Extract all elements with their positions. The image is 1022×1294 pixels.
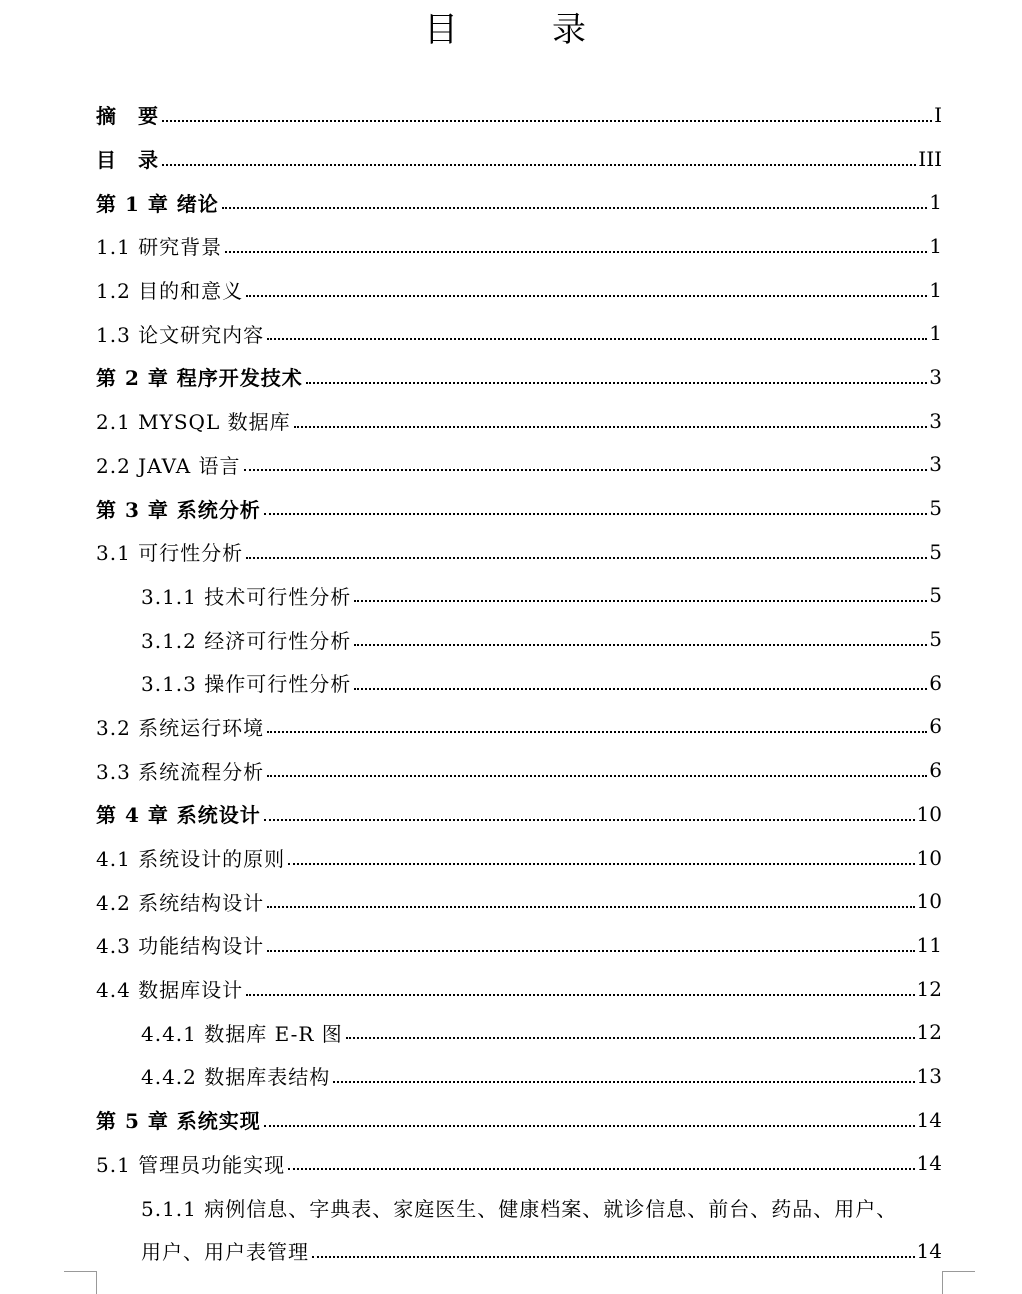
- toc-entry[interactable]: [0, 879, 942, 923]
- toc-entry[interactable]: [0, 486, 942, 530]
- toc-entry-page: 10: [916, 801, 942, 826]
- toc-entry[interactable]: [0, 1010, 942, 1054]
- toc-entry-label: 3.1.2 经济可行性分析: [141, 628, 352, 653]
- toc-dot-leader: [354, 688, 927, 690]
- toc-entry[interactable]: [0, 137, 942, 181]
- toc-entry-page: 12: [916, 1020, 942, 1045]
- toc-entry-page: I: [934, 102, 942, 127]
- toc-entry-page: 14: [916, 1151, 942, 1176]
- toc-dot-leader: [346, 1037, 915, 1039]
- toc-dot-leader: [333, 1081, 914, 1083]
- toc-entry-wrapped-line1[interactable]: [0, 1185, 942, 1229]
- toc-entry-label: 5.1 管理员功能实现: [96, 1152, 286, 1177]
- toc-dot-leader: [267, 338, 927, 340]
- toc-dot-leader: [288, 863, 914, 865]
- toc-dot-leader: [267, 731, 927, 733]
- toc-dot-leader: [246, 994, 914, 996]
- toc-entry-page: 14: [916, 1238, 942, 1263]
- toc-entry[interactable]: [0, 1142, 942, 1186]
- toc-entry[interactable]: [0, 748, 942, 792]
- toc-entry[interactable]: [0, 836, 942, 880]
- toc-entry-page: 3: [929, 452, 942, 477]
- toc-entry[interactable]: [0, 792, 942, 836]
- toc-dot-leader: [294, 426, 928, 428]
- toc-entry-page: 12: [916, 976, 942, 1001]
- toc-dot-leader: [162, 120, 932, 122]
- toc-entry-wrapped-line2[interactable]: [0, 1229, 942, 1273]
- toc-entry[interactable]: [0, 399, 942, 443]
- toc-entry-page: 1: [929, 190, 942, 215]
- toc-dot-leader: [225, 251, 927, 253]
- toc-entry-label: 3.1 可行性分析: [96, 541, 244, 566]
- toc-entry[interactable]: [0, 1098, 942, 1142]
- toc-entry-label: 目 录: [96, 148, 159, 173]
- page-corner-mark-left: [64, 1271, 97, 1294]
- toc-dot-leader: [264, 513, 927, 515]
- toc-entry[interactable]: [0, 967, 942, 1011]
- toc-entry-label: 第 4 章 系统设计: [96, 803, 261, 828]
- toc-entry-label: 2.2 JAVA 语言: [96, 453, 241, 478]
- toc-entry[interactable]: [0, 661, 942, 705]
- toc-entry-label: 4.4.2 数据库表结构: [141, 1065, 331, 1090]
- toc-entry-label: 1.1 研究背景: [96, 235, 223, 260]
- toc-entry[interactable]: [0, 923, 942, 967]
- toc-entry-page: 3: [929, 364, 942, 389]
- toc-entry-page: 13: [916, 1063, 942, 1088]
- toc-entry-page: 1: [929, 233, 942, 258]
- toc-dot-leader: [306, 382, 927, 384]
- toc-dot-leader: [312, 1256, 915, 1258]
- toc-dot-leader: [288, 1168, 914, 1170]
- toc-entry-page: 5: [929, 496, 942, 521]
- toc-entry-label: 3.1.3 操作可行性分析: [141, 672, 352, 697]
- toc-dot-leader: [244, 469, 928, 471]
- toc-entry-label: 用户、用户表管理: [141, 1240, 309, 1265]
- toc-entry-label: 5.1.1 病例信息、字典表、家庭医生、健康档案、就诊信息、前台、药品、用户、: [141, 1196, 898, 1221]
- toc-entry[interactable]: [0, 530, 942, 574]
- toc-entry-label: 第 3 章 系统分析: [96, 497, 261, 522]
- toc-dot-leader: [162, 164, 916, 166]
- toc-dot-leader: [246, 557, 927, 559]
- toc-dot-leader: [246, 295, 927, 297]
- toc-dot-leader: [264, 1125, 915, 1127]
- toc-entry[interactable]: [0, 574, 942, 618]
- toc-dot-leader: [264, 819, 915, 821]
- toc-entry[interactable]: [0, 705, 942, 749]
- toc-entry-label: 1.2 目的和意义: [96, 279, 244, 304]
- toc-entry[interactable]: [0, 224, 942, 268]
- toc-entry-label: 4.1 系统设计的原则: [96, 847, 286, 872]
- toc-entry-label: 1.3 论文研究内容: [96, 322, 265, 347]
- toc-entry-page: 10: [916, 845, 942, 870]
- toc-entry-page: 6: [929, 714, 942, 739]
- toc-dot-leader: [267, 950, 914, 952]
- toc-entry-label: 4.2 系统结构设计: [96, 890, 265, 915]
- toc-entry-label: 2.1 MYSQL 数据库: [96, 410, 291, 435]
- table-of-contents: [0, 93, 1022, 1273]
- toc-dot-leader: [354, 600, 927, 602]
- toc-entry-label: 摘 要: [96, 104, 159, 129]
- toc-dot-leader: [222, 207, 927, 209]
- toc-dot-leader: [354, 644, 927, 646]
- toc-entry-page: 14: [916, 1107, 942, 1132]
- toc-entry[interactable]: [0, 355, 942, 399]
- toc-dot-leader: [267, 775, 927, 777]
- page-title: 目 录: [424, 10, 616, 50]
- toc-entry-page: 3: [929, 408, 942, 433]
- toc-dot-leader: [267, 906, 914, 908]
- toc-entry-page: 10: [916, 889, 942, 914]
- toc-entry-label: 4.3 功能结构设计: [96, 934, 265, 959]
- toc-entry-page: 1: [929, 277, 942, 302]
- toc-entry[interactable]: [0, 93, 942, 137]
- toc-entry-label: 3.2 系统运行环境: [96, 715, 265, 740]
- toc-entry-label: 4.4.1 数据库 E-R 图: [141, 1021, 343, 1046]
- toc-entry-label: 4.4 数据库设计: [96, 978, 244, 1003]
- toc-entry-page: 6: [929, 670, 942, 695]
- toc-entry-label: 第 5 章 系统实现: [96, 1109, 261, 1134]
- toc-entry-page: 1: [929, 321, 942, 346]
- toc-entry-label: 第 1 章 绪论: [96, 191, 219, 216]
- toc-entry-page: III: [918, 146, 942, 171]
- toc-entry[interactable]: [0, 443, 942, 487]
- toc-entry-page: 11: [916, 932, 942, 957]
- toc-entry-page: 5: [929, 539, 942, 564]
- toc-entry-label: 3.1.1 技术可行性分析: [141, 584, 352, 609]
- toc-entry-label: 3.3 系统流程分析: [96, 759, 265, 784]
- toc-entry[interactable]: [0, 311, 942, 355]
- toc-entry[interactable]: [0, 180, 942, 224]
- toc-entry[interactable]: [0, 617, 942, 661]
- toc-entry-page: 5: [929, 583, 942, 608]
- page-corner-mark-right: [942, 1271, 975, 1294]
- toc-entry[interactable]: [0, 1054, 942, 1098]
- toc-entry-page: 5: [929, 627, 942, 652]
- toc-entry-label: 第 2 章 程序开发技术: [96, 366, 303, 391]
- toc-entry[interactable]: [0, 268, 942, 312]
- toc-entry-page: 6: [929, 758, 942, 783]
